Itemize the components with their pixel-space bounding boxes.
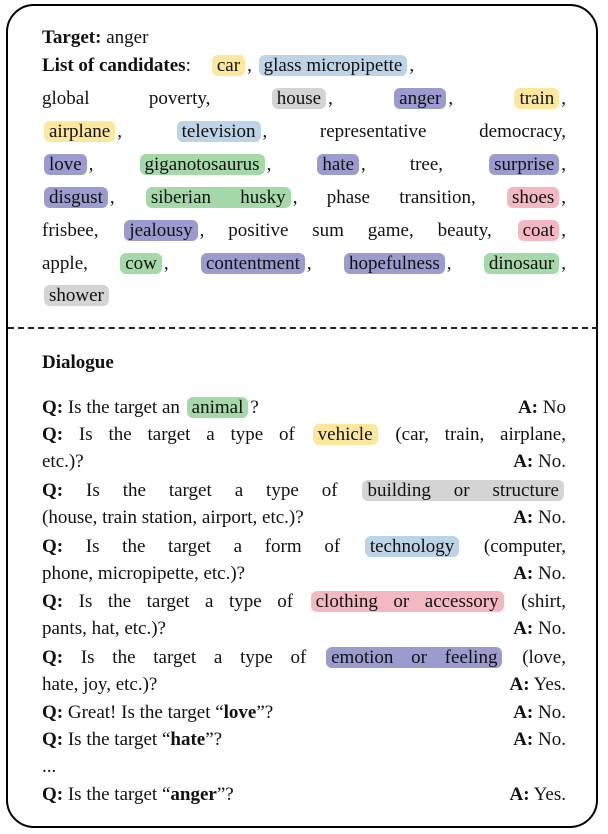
candidate-item: beauty (437, 220, 487, 241)
candidates-row: List of candidates: car , glass micropipette , (42, 55, 415, 76)
dialogue-text: hate, joy, etc.)? (42, 674, 158, 695)
candidates-row: love , giganotosaurus , hate , tree, surprise , (42, 153, 566, 177)
answer-label: A: (513, 729, 534, 750)
dialogue-text: Is the target a type of (63, 480, 361, 501)
candidate-item: tree (409, 154, 439, 175)
dialogue-line (42, 755, 566, 779)
candidates-row: apple, cow , contentment , hopefulness , dinosaur , (42, 253, 566, 274)
answer-value: No. (533, 729, 566, 750)
answer (509, 783, 566, 807)
dialogue-bold-text: Q: (42, 536, 64, 557)
dialogue-bold-text: Q: (42, 397, 64, 418)
dialogue-text: pants, hat, etc.)? (42, 618, 166, 639)
dialogue-text: ... (42, 756, 57, 777)
answer (513, 617, 566, 641)
candidates-row: global poverty, house , anger , train , (42, 88, 567, 109)
candidates-label: List of candidates (42, 55, 186, 76)
section-divider (8, 327, 598, 329)
candidate-item: airplane (44, 121, 115, 142)
dialogue-category-highlight: vehicle (313, 424, 378, 445)
dialogue-line (42, 535, 566, 559)
dialogue-text: phone, micropipette, etc.)? (42, 563, 246, 584)
answer-label: A: (513, 507, 534, 528)
candidates-row: airplane , television , representative democracy, (42, 120, 566, 144)
dialogue-line (42, 646, 566, 670)
candidate-item: siberian husky (146, 187, 291, 208)
candidates-row: frisbee, jealousy , positive sum game, beauty, coat , (42, 220, 566, 241)
dialogue-category-highlight: clothing or accessory (311, 591, 504, 612)
dialogue-text: ”? (216, 784, 234, 805)
dialogue-text: Is the target a type of (63, 591, 309, 612)
dialogue-bold-text: hate (170, 729, 206, 750)
candidate-item: love (44, 154, 87, 175)
answer-value: Yes. (529, 784, 566, 805)
dialogue-category-highlight: building or structure (362, 480, 564, 501)
dialogue-line (42, 450, 566, 474)
dialogue-text: etc.)? (42, 451, 84, 472)
candidate-item: positive sum game (228, 220, 409, 241)
dialogue-text: Great! Is the target “ (63, 702, 224, 723)
candidate-item: car (212, 55, 245, 76)
candidates-row: disgust , siberian husky , phase transition, shoes , (42, 186, 566, 210)
dialogue-text: Is the target a type of (63, 424, 311, 445)
dialogue-text: Is the target a form of (63, 536, 363, 557)
candidate-item: frisbee (42, 220, 94, 241)
dialogue-bold-text: Q: (42, 647, 64, 668)
dialogue-bold-text: Q: (42, 729, 64, 750)
dialogue-bold-text: Q: (42, 591, 64, 612)
candidate-item: disgust (44, 187, 108, 208)
dialogue-bold-text: anger (170, 784, 217, 805)
dialogue-line (42, 617, 566, 641)
answer-label: A: (513, 618, 534, 639)
target-label: Target: (42, 27, 102, 48)
dialogue-text: (house, train station, airport, etc.)? (42, 507, 304, 528)
dialogue-line (42, 396, 566, 420)
dialogue-line (42, 728, 566, 752)
dialogue-bold-text: love (223, 702, 257, 723)
dialogue-line (42, 506, 566, 530)
candidate-item: hate (317, 154, 359, 175)
answer (513, 728, 566, 752)
dialogue-bold-text: Q: (42, 784, 64, 805)
dialogue-line (42, 562, 566, 586)
answer-label: A: (513, 563, 534, 584)
candidate-item: shower (44, 285, 109, 306)
candidate-item: cow (120, 253, 162, 274)
candidate-item: glass micropipette (259, 55, 408, 76)
candidate-item: contentment (201, 253, 305, 274)
answer-value: No. (533, 507, 566, 528)
dialogue-text: (shirt, (505, 591, 566, 612)
dialogue-text: Is the target a type of (63, 647, 325, 668)
candidate-item: dinosaur (484, 253, 559, 274)
candidate-item: phase transition (326, 187, 471, 208)
dialogue-title: Dialogue (42, 352, 114, 373)
dialogue-text: (love, (504, 647, 566, 668)
answer (513, 701, 566, 725)
dialogue-line (42, 590, 566, 614)
candidate-item: global poverty (42, 88, 206, 109)
candidate-item: house (272, 88, 326, 109)
answer (509, 673, 566, 697)
candidate-item: jealousy (124, 220, 197, 241)
candidate-item: train (514, 88, 559, 109)
candidate-item: representative democracy (319, 121, 562, 142)
candidate-item: hopefulness (344, 253, 445, 274)
answer-value: No (538, 397, 566, 418)
dialogue-text: (car, train, airplane, (379, 424, 566, 445)
dialogue-title-line (42, 351, 114, 375)
dialogue-text: Is the target “ (63, 729, 171, 750)
candidate-item: coat (518, 220, 560, 241)
dialogue-line (42, 701, 566, 725)
candidates-row (42, 284, 111, 308)
dialogue-category-highlight: technology (365, 536, 459, 557)
candidates-colon: : (185, 55, 191, 76)
dialogue-text: ”? (205, 729, 223, 750)
dialogue-category-highlight: emotion or feeling (326, 647, 502, 668)
dialogue-text: Is the target “ (63, 784, 171, 805)
answer-label: A: (517, 397, 539, 418)
dialogue-bold-text: Q: (42, 480, 64, 501)
dialogue-line (42, 673, 566, 697)
candidate-item: apple (42, 253, 84, 274)
answer-label: A: (513, 451, 534, 472)
target-value: anger (106, 27, 149, 48)
answer-value: No. (533, 702, 566, 723)
answer-label: A: (509, 784, 530, 805)
dialogue-line (42, 479, 566, 503)
dialogue-bold-text: Q: (42, 702, 64, 723)
dialogue-bold-text: Q: (42, 424, 64, 445)
dialogue-category-highlight: animal (187, 397, 249, 418)
answer-label: A: (509, 674, 530, 695)
answer (513, 562, 566, 586)
answer (518, 396, 566, 420)
answer-value: Yes. (529, 674, 566, 695)
answer (513, 450, 566, 474)
candidate-item: television (177, 121, 261, 142)
candidate-item: surprise (489, 154, 559, 175)
candidate-item: anger (394, 88, 446, 109)
candidate-item: giganotosaurus (140, 154, 265, 175)
answer-value: No. (533, 618, 566, 639)
candidate-item: shoes (507, 187, 559, 208)
answer-label: A: (513, 702, 534, 723)
answer-value: No. (533, 451, 566, 472)
target-line (42, 26, 148, 50)
dialogue-line (42, 423, 566, 447)
dialogue-text: ”? (256, 702, 274, 723)
answer (513, 506, 566, 530)
answer-value: No. (533, 563, 566, 584)
dialogue-text: (computer, (461, 536, 566, 557)
dialogue-text: ? (250, 397, 259, 418)
dialogue-line (42, 783, 566, 807)
dialogue-text: Is the target an (63, 397, 185, 418)
